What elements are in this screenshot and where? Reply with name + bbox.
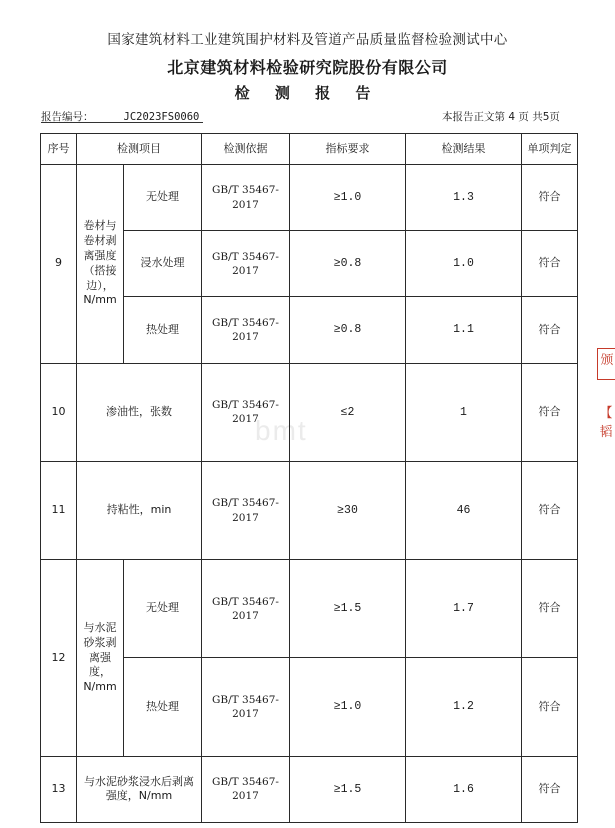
row-subitem: 无处理	[124, 164, 202, 230]
row-item: 持粘性，min	[77, 461, 202, 559]
row-requirement: ≥30	[290, 461, 406, 559]
row-result: 1.1	[406, 297, 522, 363]
row-result: 1.0	[406, 231, 522, 297]
row-seq: 12	[41, 560, 77, 757]
row-judgment: 符合	[522, 756, 578, 822]
header-basis: 检测依据	[202, 134, 290, 165]
row-judgment: 符合	[522, 297, 578, 363]
seal-stamp-fragment: 【 韬	[599, 406, 613, 440]
row-item: 与水泥砂浆剥离强度，N/mm	[77, 560, 124, 757]
row-basis: GB/T 35467-2017	[202, 231, 290, 297]
row-requirement: ≥1.0	[290, 164, 406, 230]
company-name: 北京建筑材料检验研究院股份有限公司	[167, 58, 448, 77]
page-info: 本报告正文第 4 页 共5页	[442, 111, 560, 123]
row-judgment: 符合	[522, 658, 578, 756]
row-basis: GB/T 35467-2017	[202, 658, 290, 756]
row-item: 卷材与卷材剥离强度（搭接边），N/mm	[77, 164, 124, 363]
table-header-row	[41, 134, 578, 165]
row-requirement: ≤2	[290, 363, 406, 461]
table-row	[41, 164, 578, 230]
report-number-value: JC2023FS0060	[123, 111, 200, 123]
row-subitem: 无处理	[124, 560, 202, 658]
row-result: 1.7	[406, 560, 522, 658]
row-requirement: ≥1.0	[290, 658, 406, 756]
report-number-label: 报告编号：	[41, 111, 94, 123]
row-subitem: 热处理	[124, 658, 202, 756]
row-subitem: 热处理	[124, 297, 202, 363]
row-seq: 11	[41, 461, 77, 559]
test-results-table	[40, 133, 578, 823]
row-basis: GB/T 35467-2017	[202, 560, 290, 658]
row-judgment: 符合	[522, 231, 578, 297]
row-requirement: ≥1.5	[290, 756, 406, 822]
header-judgment: 单项判定	[522, 134, 578, 165]
seal-stamp-fragment: 颁	[597, 348, 615, 380]
header-requirement: 指标要求	[290, 134, 406, 165]
row-result: 46	[406, 461, 522, 559]
row-basis: GB/T 35467-2017	[202, 164, 290, 230]
table-row	[41, 756, 578, 822]
row-basis: GB/T 35467-2017	[202, 756, 290, 822]
header-result: 检测结果	[406, 134, 522, 165]
row-requirement: ≥0.8	[290, 297, 406, 363]
row-seq: 9	[41, 164, 77, 363]
row-basis: GB/T 35467-2017	[202, 297, 290, 363]
table-row	[41, 363, 578, 461]
row-judgment: 符合	[522, 560, 578, 658]
row-result: 1.2	[406, 658, 522, 756]
row-requirement: ≥0.8	[290, 231, 406, 297]
row-result: 1.3	[406, 164, 522, 230]
row-result: 1.6	[406, 756, 522, 822]
header-item: 检测项目	[77, 134, 202, 165]
row-judgment: 符合	[522, 363, 578, 461]
row-result: 1	[406, 363, 522, 461]
row-basis: GB/T 35467-2017	[202, 363, 290, 461]
row-basis: GB/T 35467-2017	[202, 461, 290, 559]
row-seq: 13	[41, 756, 77, 822]
row-item: 渗油性，张数	[77, 363, 202, 461]
institution-name: 国家建筑材料工业建筑围护材料及管道产品质量监督检验测试中心	[107, 32, 508, 48]
header-seq: 序号	[41, 134, 77, 165]
table-row	[41, 461, 578, 559]
row-requirement: ≥1.5	[290, 560, 406, 658]
watermark: bmt	[255, 415, 308, 446]
table-row	[41, 560, 578, 658]
report-number	[41, 109, 199, 124]
row-seq: 10	[41, 363, 77, 461]
row-subitem: 浸水处理	[124, 231, 202, 297]
row-judgment: 符合	[522, 164, 578, 230]
report-number-underline	[41, 122, 203, 123]
report-title: 检 测 报 告	[234, 84, 381, 102]
row-item: 与水泥砂浆浸水后剥离强度，N/mm	[77, 756, 202, 822]
row-judgment: 符合	[522, 461, 578, 559]
